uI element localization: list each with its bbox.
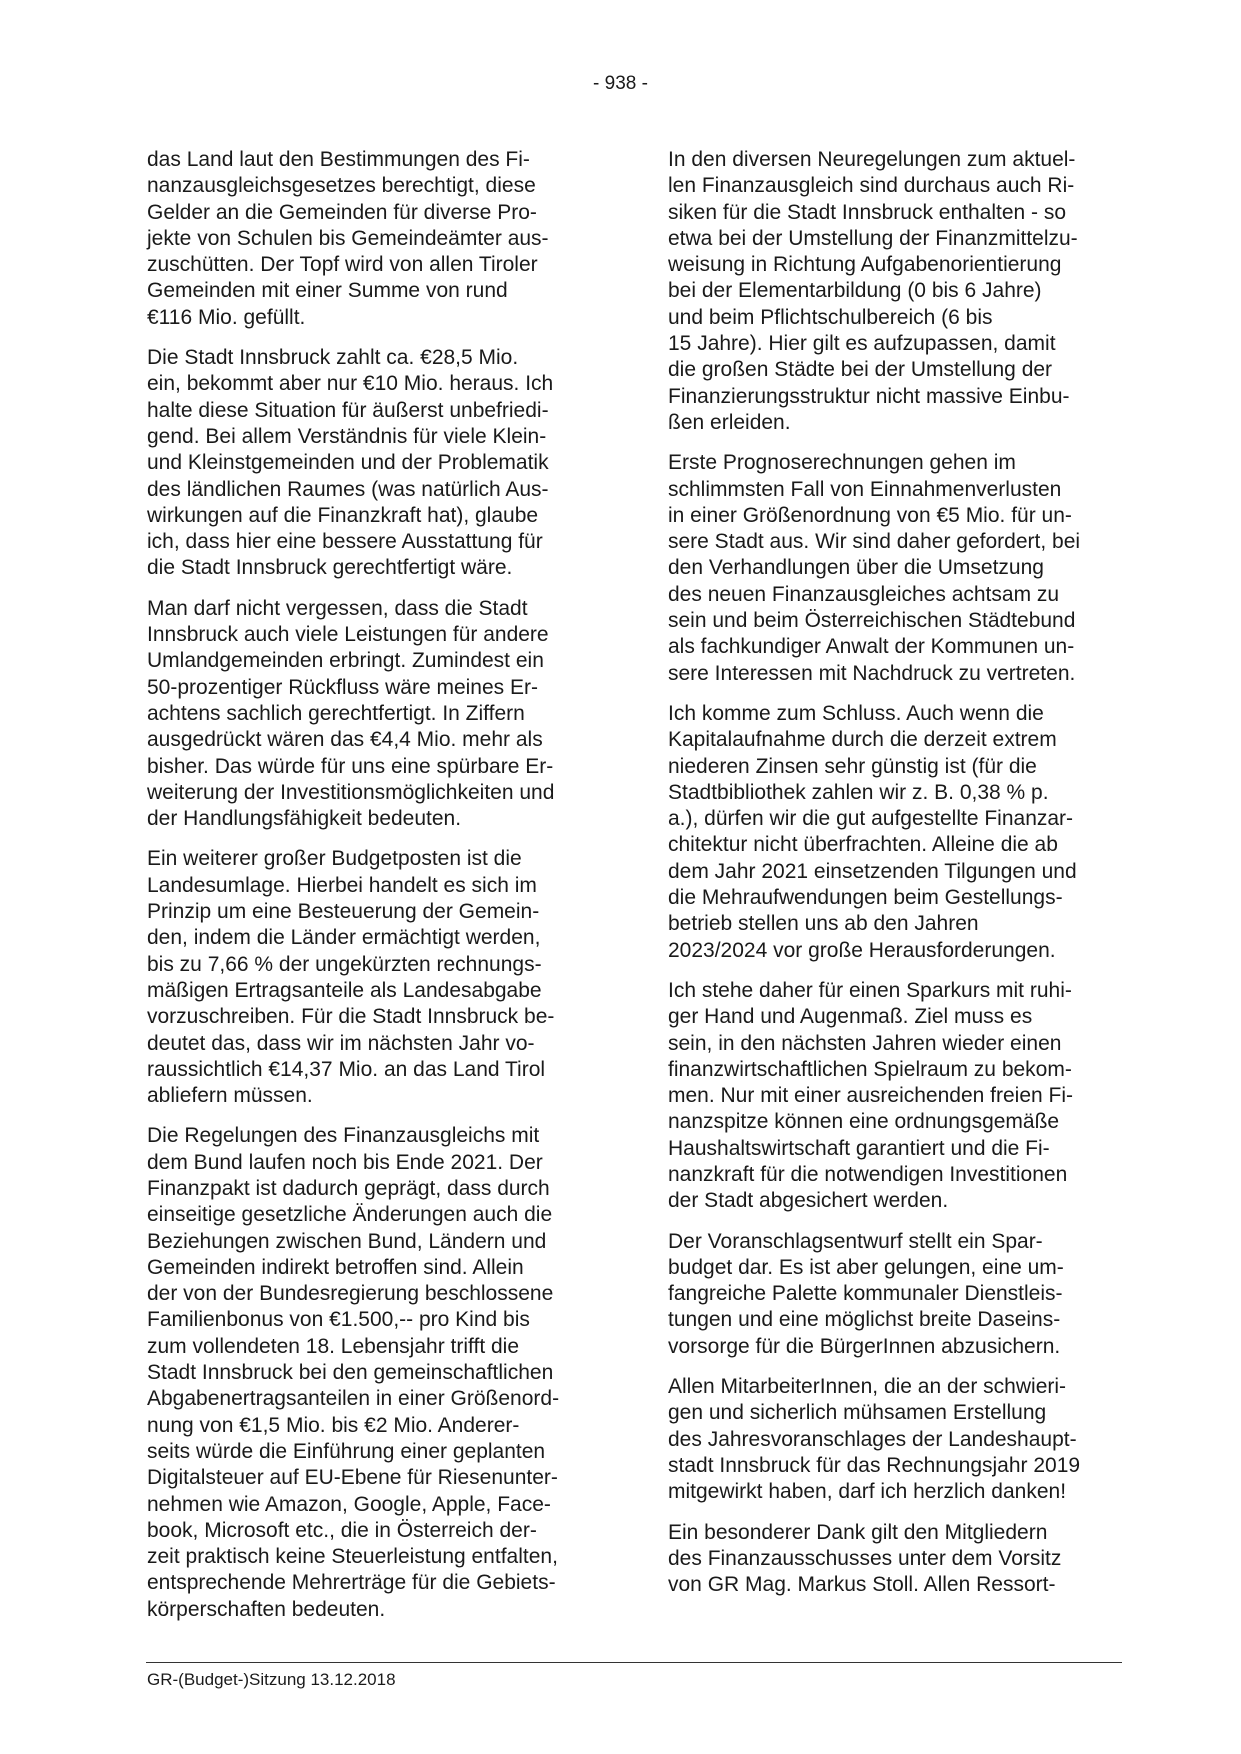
text-line: des Jahresvoranschlages der Landeshaupt-	[668, 1427, 1077, 1451]
text-line: bisher. Das würde für uns eine spürbare Er-	[147, 754, 554, 778]
text-line: und beim Pflichtschulbereich (6 bis	[668, 305, 993, 329]
text-line: Finanzierungsstruktur nicht massive Einbu-	[668, 384, 1070, 408]
text-line: einseitige gesetzliche Änderungen auch die	[147, 1203, 553, 1227]
text-line: des ländlichen Raumes (was natürlich Aus-	[147, 477, 549, 501]
text-line: vorzuschreiben. Für die Stadt Innsbruck be-	[147, 1005, 555, 1029]
text-line: die Stadt Innsbruck gerechtfertigt wäre.	[147, 556, 513, 580]
text-line: Man darf nicht vergessen, dass die Stadt	[147, 596, 528, 620]
text-line: wirkungen auf die Finanzkraft hat), glaube	[147, 503, 539, 527]
text-line: entsprechende Mehrerträge für die Gebiets-	[147, 1571, 556, 1595]
text-line: bis zu 7,66 % der ungekürzten rechnungs-	[147, 952, 542, 976]
text-line: 2023/2024 vor große Herausforderungen.	[668, 938, 1056, 962]
text-line: niederen Zinsen sehr günstig ist (für die	[668, 754, 1037, 778]
text-line: gen und sicherlich mühsamen Erstellung	[668, 1401, 1047, 1425]
text-line: von GR Mag. Markus Stoll. Allen Ressort-	[668, 1573, 1056, 1597]
text-line: Ich komme zum Schluss. Auch wenn die	[668, 701, 1044, 725]
text-line: Erste Prognoserechnungen gehen im	[668, 451, 1016, 475]
text-line: bei der Elementarbildung (0 bis 6 Jahre)	[668, 279, 1042, 303]
text-line: chitektur nicht überfrachten. Alleine die ab	[668, 833, 1058, 857]
text-line: ein, bekommt aber nur €10 Mio. heraus. Ich	[147, 372, 554, 396]
text-line: sein, in den nächsten Jahren wieder einen	[668, 1031, 1062, 1055]
text-line: Die Regelungen des Finanzausgleichs mit	[147, 1124, 540, 1148]
text-line: Ein weiterer großer Budgetposten ist die	[147, 847, 522, 871]
text-line: Kapitalaufnahme durch die derzeit extrem	[668, 728, 1057, 752]
text-line: Haushaltswirtschaft garantiert und die Fi-	[668, 1136, 1050, 1160]
text-line: mitgewirkt haben, darf ich herzlich danken!	[668, 1480, 1067, 1504]
paragraph	[668, 1229, 1120, 1360]
text-line: der Handlungsfähigkeit bedeuten.	[147, 807, 462, 831]
text-line: Beziehungen zwischen Bund, Ländern und	[147, 1229, 547, 1253]
text-line: und Kleinstgemeinden und der Problematik	[147, 451, 549, 475]
text-line: Digitalsteuer auf EU-Ebene für Riesenunter-	[147, 1466, 558, 1490]
text-line: book, Microsoft etc., die in Österreich der-	[147, 1518, 537, 1542]
text-line: betrieb stellen uns ab den Jahren	[668, 912, 979, 936]
text-line: des Finanzausschusses unter dem Vorsitz	[668, 1546, 1062, 1570]
text-line: nung von €1,5 Mio. bis €2 Mio. Anderer-	[147, 1413, 520, 1437]
text-line: stadt Innsbruck für das Rechnungsjahr 2019	[668, 1453, 1081, 1477]
text-line: Ich stehe daher für einen Sparkurs mit ruhi-	[668, 978, 1072, 1002]
text-line: 15 Jahre). Hier gilt es aufzupassen, damit	[668, 332, 1056, 356]
text-line: tungen und eine möglichst breite Daseins-	[668, 1308, 1061, 1332]
text-line: Abgabenertragsanteilen in einer Größenord-	[147, 1387, 560, 1411]
text-line: fangreiche Palette kommunaler Dienstleis-	[668, 1282, 1063, 1306]
text-line: dem Jahr 2021 einsetzenden Tilgungen und	[668, 859, 1077, 883]
text-line: ich, dass hier eine bessere Ausstattung für	[147, 530, 543, 554]
text-line: Stadtbibliothek zahlen wir z. B. 0,38 % p.	[668, 780, 1049, 804]
text-line: halte diese Situation für äußerst unbefriedi-	[147, 398, 549, 422]
text-line: als fachkundiger Anwalt der Kommunen un-	[668, 635, 1075, 659]
text-line: Gemeinden mit einer Summe von rund	[147, 279, 508, 303]
text-line: €116 Mio. gefüllt.	[147, 305, 306, 329]
paragraph	[147, 596, 602, 833]
text-line: Stadt Innsbruck bei den gemeinschaftlichen	[147, 1361, 554, 1385]
text-line: Familienbonus von €1.500,-- pro Kind bis	[147, 1308, 530, 1332]
text-line: Innsbruck auch viele Leistungen für andere	[147, 623, 549, 647]
text-line: nanzkraft für die notwendigen Investitionen	[668, 1162, 1068, 1186]
text-line: zuschütten. Der Topf wird von allen Tiroler	[147, 253, 538, 277]
paragraph	[147, 147, 602, 331]
paragraph	[668, 450, 1120, 687]
text-line: vorsorge für die BürgerInnen abzusichern.	[668, 1334, 1061, 1358]
text-line: zeit praktisch keine Steuerleistung entfalten,	[147, 1545, 558, 1569]
right-column	[668, 147, 1120, 1612]
text-line: ßen erleiden.	[668, 410, 791, 434]
text-line: raussichtlich €14,37 Mio. an das Land Tirol	[147, 1057, 546, 1081]
text-line: der Stadt abgesichert werden.	[668, 1189, 949, 1213]
text-line: gend. Bei allem Verständnis für viele Klein-	[147, 424, 547, 448]
text-line: den Verhandlungen über die Umsetzung	[668, 556, 1044, 580]
paragraph	[668, 1520, 1120, 1599]
text-line: die Mehraufwendungen beim Gestellungs-	[668, 886, 1063, 910]
text-line: nanzspitze können eine ordnungsgemäße	[668, 1110, 1060, 1134]
text-line: die großen Städte bei der Umstellung der	[668, 358, 1053, 382]
text-line: finanzwirtschaftlichen Spielraum zu bekom-	[668, 1057, 1072, 1081]
text-line: jekte von Schulen bis Gemeindeämter aus-	[147, 226, 549, 250]
text-line: das Land laut den Bestimmungen des Fi-	[147, 148, 530, 171]
text-line: weiterung der Investitionsmöglichkeiten und	[147, 780, 555, 804]
text-line: Finanzpakt ist dadurch geprägt, dass durch	[147, 1176, 550, 1200]
paragraph	[668, 1374, 1120, 1505]
paragraph	[147, 1123, 602, 1623]
page-number: - 938 -	[593, 73, 648, 94]
text-line: sere Interessen mit Nachdruck zu vertreten.	[668, 661, 1076, 685]
text-line: der von der Bundesregierung beschlossene	[147, 1282, 554, 1306]
text-line: seits würde die Einführung einer geplanten	[147, 1439, 546, 1463]
paragraph	[668, 978, 1120, 1215]
paragraph	[668, 147, 1120, 436]
paragraph	[147, 345, 602, 582]
text-line: siken für die Stadt Innsbruck enthalten - so	[668, 200, 1067, 224]
text-line: Umlandgemeinden erbringt. Zumindest ein	[147, 649, 544, 673]
footer-session-label: GR-(Budget-)Sitzung 13.12.2018	[147, 1670, 396, 1689]
text-line: In den diversen Neuregelungen zum aktuel-	[668, 148, 1076, 171]
text-line: mäßigen Ertragsanteile als Landesabgabe	[147, 978, 542, 1002]
text-line: nehmen wie Amazon, Google, Apple, Face-	[147, 1492, 551, 1516]
text-line: dem Bund laufen noch bis Ende 2021. Der	[147, 1150, 543, 1174]
text-line: des neuen Finanzausgleiches achtsam zu	[668, 582, 1060, 606]
text-line: nanzausgleichsgesetzes berechtigt, diese	[147, 174, 536, 198]
text-line: deutet das, dass wir im nächsten Jahr vo-	[147, 1031, 535, 1055]
text-line: men. Nur mit einer ausreichenden freien Fi-	[668, 1084, 1074, 1108]
text-line: ausgedrückt wären das €4,4 Mio. mehr als	[147, 728, 543, 752]
paragraph	[668, 701, 1120, 964]
text-line: weisung in Richtung Aufgabenorientierung	[668, 253, 1062, 277]
text-line: in einer Größenordnung von €5 Mio. für un-	[668, 503, 1072, 527]
paragraph	[147, 846, 602, 1109]
text-line: abliefern müssen.	[147, 1084, 313, 1108]
text-line: Allen MitarbeiterInnen, die an der schwieri-	[668, 1375, 1067, 1399]
text-line: Ein besonderer Dank gilt den Mitgliedern	[668, 1520, 1048, 1544]
text-line: sere Stadt aus. Wir sind daher gefordert, bei	[668, 530, 1081, 554]
text-line: ger Hand und Augenmaß. Ziel muss es	[668, 1005, 1033, 1029]
text-line: Der Voranschlagsentwurf stellt ein Spar-	[668, 1229, 1043, 1253]
text-line: Gemeinden indirekt betroffen sind. Allein	[147, 1255, 524, 1279]
text-line: achtens sachlich gerechtfertigt. In Ziffern	[147, 701, 525, 725]
text-line: Gelder an die Gemeinden für diverse Pro-	[147, 200, 537, 224]
text-line: budget dar. Es ist aber gelungen, eine um-	[668, 1255, 1064, 1279]
text-line: Prinzip um eine Besteuerung der Gemein-	[147, 900, 540, 924]
text-line: Landesumlage. Hierbei handelt es sich im	[147, 873, 537, 897]
text-line: schlimmsten Fall von Einnahmenverlusten	[668, 477, 1062, 501]
left-column	[147, 147, 602, 1637]
text-line: etwa bei der Umstellung der Finanzmittelzu-	[668, 226, 1078, 250]
footer-divider	[146, 1662, 1122, 1663]
text-line: sein und beim Österreichischen Städtebund	[668, 609, 1076, 633]
text-line: den, indem die Länder ermächtigt werden,	[147, 926, 541, 950]
text-line: Die Stadt Innsbruck zahlt ca. €28,5 Mio.	[147, 346, 519, 370]
text-line: a.), dürfen wir die gut aufgestellte Finanzar-	[668, 807, 1074, 831]
text-line: 50-prozentiger Rückfluss wäre meines Er-	[147, 675, 538, 699]
text-line: zum vollendeten 18. Lebensjahr trifft die	[147, 1334, 520, 1358]
text-line: len Finanzausgleich sind durchaus auch Ri-	[668, 174, 1075, 198]
text-line: körperschaften bedeuten.	[147, 1597, 386, 1621]
